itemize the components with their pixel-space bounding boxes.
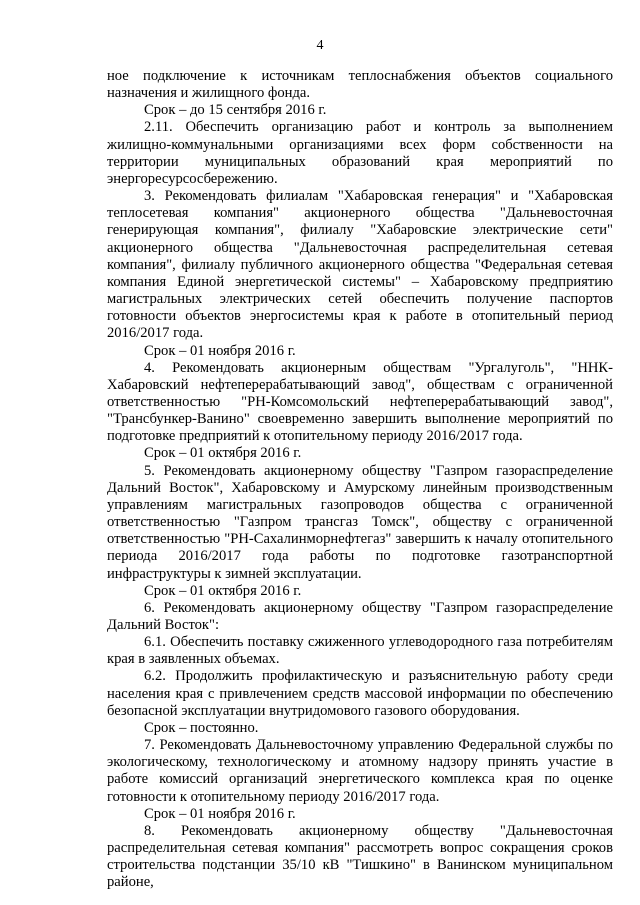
deadline-line: Срок – 01 ноября 2016 г. xyxy=(144,805,296,822)
paragraph-item-6-1: 6.1. Обеспечить поставку сжиженного углеводородного газа потребителям края в заявленных объемах. xyxy=(107,634,613,668)
paragraph-item-8: 8. Рекомендовать акционерному обществу "Дальневосточная распределительная сетевая компания" рассмотреть вопрос сокращения сроков строительства подстанции 35/10 кВ "Тишкино" в Ванинском муниципальном районе, xyxy=(107,822,613,891)
paragraph-item-2-11: 2.11. Обеспечить организацию работ и контроль за выполнением жилищно-коммунальными организациями всех форм собственности на территории муниципальных образований края мероприятий по энергоресурсосбережению. xyxy=(107,119,613,187)
paragraph-item-6-2: 6.2. Продолжить профилактическую и разъяснительную работу среди населения края с привлечением средств массовой информации по обеспечению безопасной эксплуатации внутридомового газового оборудования. xyxy=(107,668,613,719)
page-number: 4 xyxy=(316,38,324,53)
deadline-line: Срок – постоянно. xyxy=(144,719,259,736)
paragraph-continuation: ное подключение к источникам теплоснабжения объектов социального назначения и жилищного фонда. xyxy=(107,68,613,102)
deadline-line: Срок – 01 октября 2016 г. xyxy=(144,445,302,462)
deadline-line: Срок – до 15 сентября 2016 г. xyxy=(144,102,327,119)
paragraph-item-4: 4. Рекомендовать акционерным обществам "Ургалуголь", "ННК-Хабаровский нефтеперерабатывающий завод", обществам с ограниченной ответственностью "РН-Комсомольский нефтеперерабатывающий завод", "Трансбункер-Ванино" своевременно завершить выполнение мероприятий по подготовке предприятий к отопительному периоду 2016/2017 года. xyxy=(107,359,613,445)
paragraph-item-5: 5. Рекомендовать акционерному обществу "Газпром газораспределение Дальний Восток", Хабаровскому и Амурскому линейным производственным управлениям магистральных газопроводов общества с ограниченной ответственностью "Газпром трансгаз Томск", обществу с ограниченной ответственностью "РН-Сахалинморнефтегаз" завершить к началу отопительного периода 2016/2017 года работы по подготовке газотранспортной инфраструктуры к зимней эксплуатации. xyxy=(107,462,613,582)
deadline-line: Срок – 01 ноября 2016 г. xyxy=(144,342,296,359)
paragraph-item-6: 6. Рекомендовать акционерному обществу "Газпром газораспределение Дальний Восток": xyxy=(107,599,613,633)
paragraph-item-7: 7. Рекомендовать Дальневосточному управлению Федеральной службы по экологическому, технологическому и атомному надзору принять участие в работе комиссий организаций энергетического комплекса края по оценке готовности к отопительному периоду 2016/2017 года. xyxy=(107,737,613,805)
paragraph-item-3: 3. Рекомендовать филиалам "Хабаровская генерация" и "Хабаровская теплосетевая компания" акционерного общества "Дальневосточная генерирующая компания", филиалу "Хабаровские электрические сети" акционерного общества "Дальневосточная распределительная сетевая компания", филиалу публичного акционерного общества "Федеральная сетевая компания Единой энергетической системы" – Хабаровскому предприятию магистральных электрических сетей обеспечить получение паспортов готовности объектов энергосистемы края к работе в отопительный период 2016/2017 года. xyxy=(107,188,613,342)
document-body xyxy=(107,68,613,892)
deadline-line: Срок – 01 октября 2016 г. xyxy=(144,582,302,599)
